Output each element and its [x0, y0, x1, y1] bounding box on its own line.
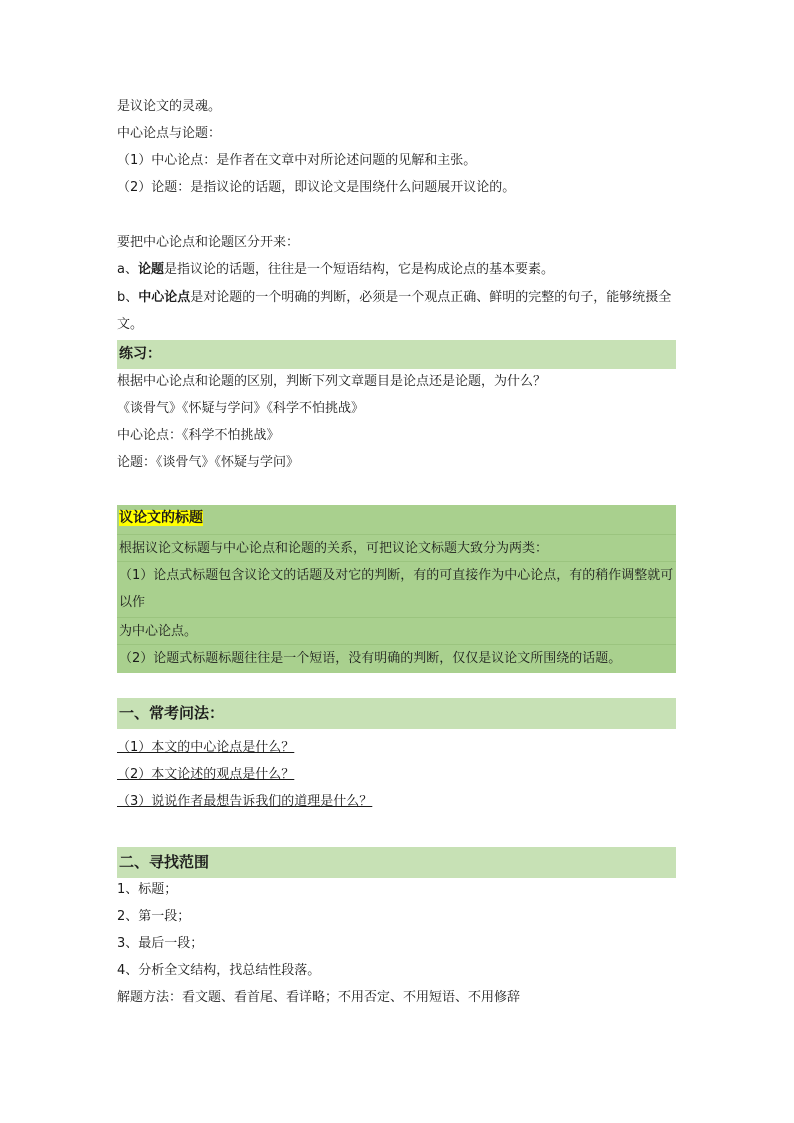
section2-item-3: 3、最后一段；	[117, 936, 204, 951]
item-a-term: 论题	[137, 262, 164, 277]
essay-title-line-1: 根据议论文标题与中心论点和论题的关系，可把议论文标题大致分为两类：	[117, 535, 676, 562]
item-b-text: 是对论题的一个明确的判断，必须是一个观点正确、鲜明的完整的句子，能够统摄全文。	[117, 290, 672, 332]
section1-question-3	[117, 789, 372, 816]
essay-title-line-4: （2）论题式标题标题往往是一个短语，没有明确的判断，仅仅是议论文所围绕的话题。	[119, 651, 622, 666]
item-b-term: 中心论点	[138, 290, 191, 305]
distinguish-heading: 要把中心论点和论题区分开来：	[117, 235, 300, 250]
item-b-prefix: b、	[117, 290, 139, 305]
section2-item-4: 4、分析全文结构，找总结性段落。	[117, 963, 321, 978]
section2-item-2: 2、第一段；	[117, 909, 191, 924]
essay-title-heading-row	[117, 505, 676, 535]
question-3-link[interactable]: （3）说说作者最想告诉我们的道理是什么？	[117, 794, 373, 809]
distinguish-item-a	[117, 257, 554, 284]
practice-header: 练习：	[117, 340, 676, 369]
practice-answer-topic: 论题：《谈骨气》《怀疑与学问》	[117, 455, 300, 470]
section1-question-1	[117, 735, 294, 762]
distinguish-item-b	[117, 284, 676, 338]
intro-line-4: （2）论题：是指议论的话题，即议论文是围绕什么问题展开议论的。	[117, 180, 516, 195]
essay-title-block	[117, 505, 676, 673]
essay-title-line-3: 为中心论点。	[117, 618, 676, 645]
practice-question: 根据中心论点和论题的区别，判断下列文章题目是论点还是论题，为什么？	[117, 374, 547, 389]
intro-line-3: （1）中心论点：是作者在文章中对所论述问题的见解和主张。	[117, 153, 477, 168]
item-a-prefix: a、	[117, 262, 138, 277]
intro-line-1: 是议论文的灵魂。	[117, 99, 222, 114]
section2-header: 二、寻找范围	[117, 847, 676, 878]
section1-header: 一、常考问法：	[117, 698, 676, 729]
practice-answer-thesis: 中心论点：《科学不怕挑战》	[117, 428, 280, 443]
intro-line-2: 中心论点与论题：	[117, 126, 222, 141]
practice-titles: 《谈骨气》《怀疑与学问》《科学不怕挑战》	[117, 401, 365, 416]
section2-method: 解题方法：看文题、看首尾、看详略；不用否定、不用短语、不用修辞	[117, 990, 521, 1005]
essay-title-line-2: （1）论点式标题包含议论文的话题及对它的判断，有的可直接作为中心论点，有的稍作调整就可以作	[117, 562, 676, 618]
question-2-link[interactable]: （2）本文论述的观点是什么？	[117, 767, 295, 782]
essay-title-heading: 议论文的标题	[119, 510, 203, 526]
section1-question-2	[117, 762, 294, 789]
question-1-link[interactable]: （1）本文的中心论点是什么？	[117, 740, 295, 755]
item-a-text: 是指议论的话题，往往是一个短语结构，它是构成论点的基本要素。	[163, 262, 554, 277]
section2-item-1: 1、标题；	[117, 882, 178, 897]
